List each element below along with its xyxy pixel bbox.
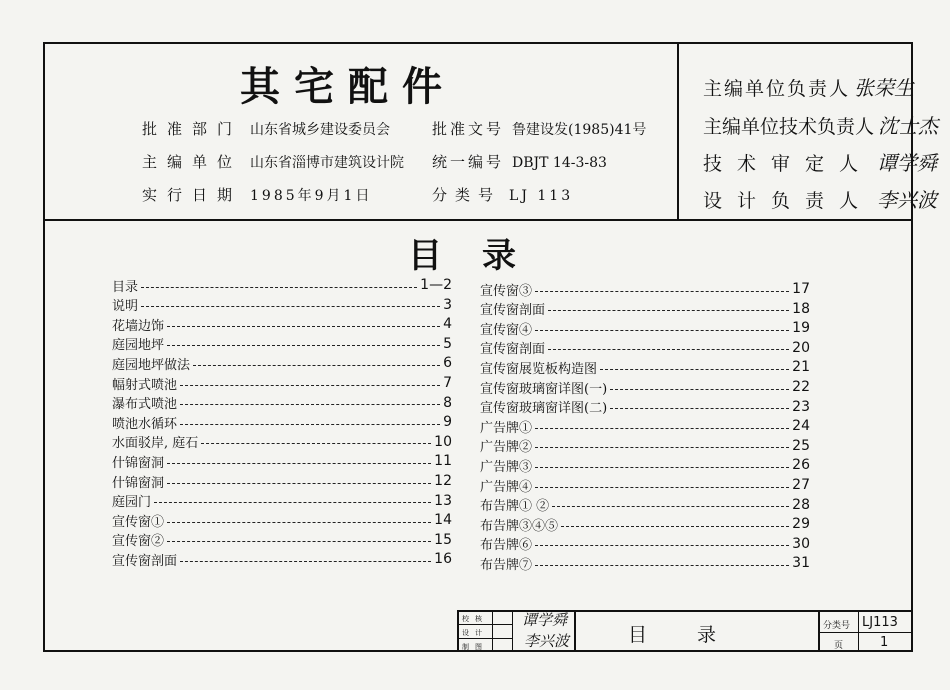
effective-date-label: 实行日期	[142, 186, 243, 204]
leader-dashes	[193, 365, 440, 366]
toc-entry	[112, 393, 452, 413]
toc-entry-title: 宣传窗展览板构造图	[480, 361, 598, 377]
toc-entry	[112, 471, 452, 491]
toc-entry-page: 31	[792, 555, 810, 572]
toc-entry-title: 目录	[112, 279, 139, 295]
toc-entry-title: 幅射式喷池	[112, 377, 178, 393]
toc-entry	[480, 495, 810, 515]
responsible-tech-review	[703, 147, 937, 176]
effective-date-row	[142, 184, 372, 205]
responsible-label: 技术审定人	[703, 153, 874, 175]
leader-dashes	[535, 330, 789, 331]
leader-dashes	[167, 326, 440, 327]
toc-entry-page: 20	[792, 339, 810, 356]
responsible-chief-unit	[703, 72, 914, 101]
leader-dashes	[535, 291, 789, 292]
toc-entry-title: 广告牌④	[480, 479, 533, 495]
toc-entry	[480, 534, 810, 554]
role-check-label: 校核	[462, 615, 488, 623]
toc-entry-page: 23	[792, 398, 810, 415]
leader-dashes	[535, 565, 789, 566]
toc-entry-page: 21	[792, 359, 810, 376]
toc-entry	[480, 377, 810, 397]
toc-entry	[112, 549, 452, 569]
toc-entry-title: 宣传窗剖面	[480, 342, 546, 358]
role-design-label: 设计	[462, 629, 488, 637]
handwritten-signature: 谭学舜	[877, 151, 938, 175]
class-no-value: LJ 113	[509, 188, 574, 204]
handwritten-signature: 李兴波	[877, 188, 938, 212]
leader-dashes	[180, 424, 440, 425]
toc-entry	[480, 436, 810, 456]
role-drafting-label: 制图	[462, 643, 488, 651]
toc-entry-page: 29	[792, 516, 810, 533]
toc-entry	[112, 373, 452, 393]
toc-entry-page: 25	[792, 437, 810, 454]
toc-entry-page: 19	[792, 320, 810, 337]
toc-entry	[480, 514, 810, 534]
handwritten-signature: 张荣生	[854, 76, 915, 100]
leader-dashes	[141, 287, 417, 288]
leader-dashes	[154, 502, 431, 503]
editor-unit-row	[142, 151, 404, 172]
toc-entry-title: 布告牌③④⑤	[480, 518, 559, 534]
unified-no-row	[432, 151, 607, 172]
toc-entry-page: 7	[443, 375, 452, 391]
editor-unit-label: 主编单位	[142, 153, 243, 171]
handwritten-signature: 谭学舜	[522, 611, 568, 629]
leader-dashes	[167, 541, 431, 542]
toc-entry-title: 什锦窗洞	[112, 455, 165, 471]
approval-dept-label: 批准部门	[142, 120, 243, 138]
toc-entry	[480, 416, 810, 436]
toc-entry-page: 14	[434, 512, 452, 529]
toc-entry	[112, 491, 452, 511]
leader-dashes	[548, 349, 789, 350]
leader-dashes	[167, 345, 440, 346]
toc-entry-title: 花墙边饰	[112, 318, 165, 334]
leader-dashes	[561, 526, 789, 527]
title-block-divider	[574, 610, 576, 652]
leader-dashes	[552, 506, 789, 507]
toc-entry	[480, 397, 810, 417]
toc-entry-title: 宣传窗剖面	[112, 553, 178, 569]
approval-doc-label: 批准文号	[432, 120, 505, 138]
responsible-label: 主编单位技术负责人	[703, 116, 875, 138]
toc-entry-page: 10	[434, 433, 452, 450]
toc-entry-page: 26	[792, 457, 810, 474]
toc-entry-title: 庭园门	[112, 495, 152, 511]
toc-entry-title: 宣传窗③	[480, 283, 533, 299]
document-title: 其宅配件	[240, 64, 456, 110]
leader-dashes	[167, 522, 431, 523]
title-block-divider	[818, 610, 820, 652]
header-divider	[43, 219, 913, 221]
approval-doc-row	[432, 118, 646, 139]
leader-dashes	[535, 447, 789, 448]
leader-dashes	[535, 428, 789, 429]
responsible-chief-tech	[703, 110, 938, 139]
toc-entry-page: 16	[434, 551, 452, 568]
responsible-design-lead	[703, 184, 937, 213]
toc-entry-page: 1—2	[420, 277, 452, 293]
toc-entry-page: 27	[792, 477, 810, 493]
effective-date-value: 1985年9月1日	[250, 188, 373, 204]
toc-entry-page: 17	[792, 281, 810, 297]
toc-entry-page: 9	[443, 414, 452, 431]
toc-entry-title: 宣传窗玻璃窗详图(二)	[480, 401, 608, 417]
leader-dashes	[548, 310, 789, 311]
toc-entry-page: 15	[434, 531, 452, 548]
title-block-row-line	[818, 632, 913, 633]
toc-entry-title: 宣传窗②	[112, 534, 165, 550]
toc-entry	[112, 412, 452, 432]
toc-entry-title: 广告牌②	[480, 440, 533, 456]
toc-entry-title: 广告牌③	[480, 459, 533, 475]
leader-dashes	[201, 443, 431, 444]
approval-dept-row	[142, 118, 390, 139]
approval-dept-value: 山东省城乡建设委员会	[250, 122, 391, 138]
leader-dashes	[535, 467, 789, 468]
toc-entry-title: 说明	[112, 299, 139, 315]
title-block-divider	[858, 610, 859, 652]
leader-dashes	[535, 487, 789, 488]
toc-entry-title: 庭园地坪	[112, 338, 165, 354]
leader-dashes	[535, 545, 789, 546]
toc-entry-page: 5	[443, 335, 452, 352]
toc-entry-page: 11	[434, 453, 452, 470]
leader-dashes	[600, 369, 789, 370]
toc-entry-page: 8	[443, 394, 452, 411]
responsible-label: 设计负责人	[703, 190, 874, 212]
toc-entry	[112, 510, 452, 530]
toc-entry-page: 30	[792, 535, 810, 552]
toc-entry-title: 宣传窗剖面	[480, 303, 546, 319]
toc-entry	[480, 553, 810, 573]
class-label: 分类号	[823, 621, 851, 631]
toc-entry	[112, 314, 452, 334]
unified-no-label: 统一编号	[432, 153, 505, 171]
title-block-row-line	[457, 638, 513, 639]
toc-entry-title: 宣传窗①	[112, 514, 165, 530]
leader-dashes	[610, 408, 789, 409]
toc-entry-page: 28	[792, 496, 810, 513]
toc-entry-page: 22	[792, 379, 810, 395]
title-block-divider	[512, 610, 513, 652]
toc-entry	[112, 334, 452, 354]
leader-dashes	[180, 561, 431, 562]
leader-dashes	[167, 463, 431, 464]
toc-entry	[112, 530, 452, 550]
page-label: 页	[834, 641, 844, 651]
toc-entry	[112, 353, 452, 373]
toc-entry-page: 12	[434, 473, 452, 489]
class-value: LJ113	[862, 615, 898, 630]
class-no-label: 分类号	[432, 186, 502, 204]
leader-dashes	[141, 306, 440, 307]
leader-dashes	[180, 404, 440, 405]
toc-entry-title: 宣传窗④	[480, 322, 533, 338]
toc-entry	[480, 455, 810, 475]
toc-entry-title: 布告牌⑥	[480, 538, 533, 554]
toc-entry-title: 庭园地坪做法	[112, 357, 191, 373]
title-block-divider	[492, 610, 493, 652]
toc-entry	[480, 318, 810, 338]
class-no-row	[432, 184, 573, 205]
leader-dashes	[610, 389, 789, 390]
leader-dashes	[180, 385, 440, 386]
toc-entry-title: 广告牌①	[480, 420, 533, 436]
toc-entry-page: 13	[434, 492, 452, 509]
toc-entry-title: 宣传窗玻璃窗详图(一)	[480, 381, 608, 397]
toc-entry	[112, 275, 452, 295]
toc-entry	[480, 299, 810, 319]
toc-entry-page: 4	[443, 316, 452, 333]
handwritten-signature: 沈士杰	[878, 114, 939, 138]
unified-no-value: DBJT 14-3-83	[512, 155, 607, 171]
toc-entry-title: 布告牌① ②	[480, 499, 550, 515]
header-column-divider	[677, 42, 679, 220]
toc-entry-title: 布告牌⑦	[480, 557, 533, 573]
page-value: 1	[880, 635, 889, 650]
approval-doc-value: 鲁建设发(1985)41号	[512, 122, 647, 138]
toc-entry-page: 6	[443, 355, 452, 372]
toc-entry	[112, 451, 452, 471]
editor-unit-value: 山东省淄博市建筑设计院	[250, 155, 405, 171]
toc-entry	[480, 357, 810, 377]
toc-entry	[480, 279, 810, 299]
toc-entry-title: 水面驳岸, 庭石	[112, 436, 199, 452]
toc-entry-title: 喷池水循环	[112, 416, 178, 432]
toc-entry-title: 瀑布式喷池	[112, 397, 178, 413]
toc-entry-title: 什锦窗洞	[112, 475, 165, 491]
toc-entry	[480, 338, 810, 358]
toc-entry	[112, 295, 452, 315]
drawing-name: 目录	[628, 624, 767, 646]
handwritten-signature: 李兴波	[524, 632, 570, 650]
toc-entry-page: 24	[792, 418, 810, 435]
toc-title: 目录	[408, 236, 556, 276]
toc-entry-page: 3	[443, 296, 452, 313]
responsible-label: 主编单位负责人	[703, 78, 851, 100]
toc-entry-page: 18	[792, 300, 810, 317]
toc-entry	[112, 432, 452, 452]
title-block-row-line	[457, 624, 513, 625]
leader-dashes	[167, 483, 431, 484]
toc-entry	[480, 475, 810, 495]
